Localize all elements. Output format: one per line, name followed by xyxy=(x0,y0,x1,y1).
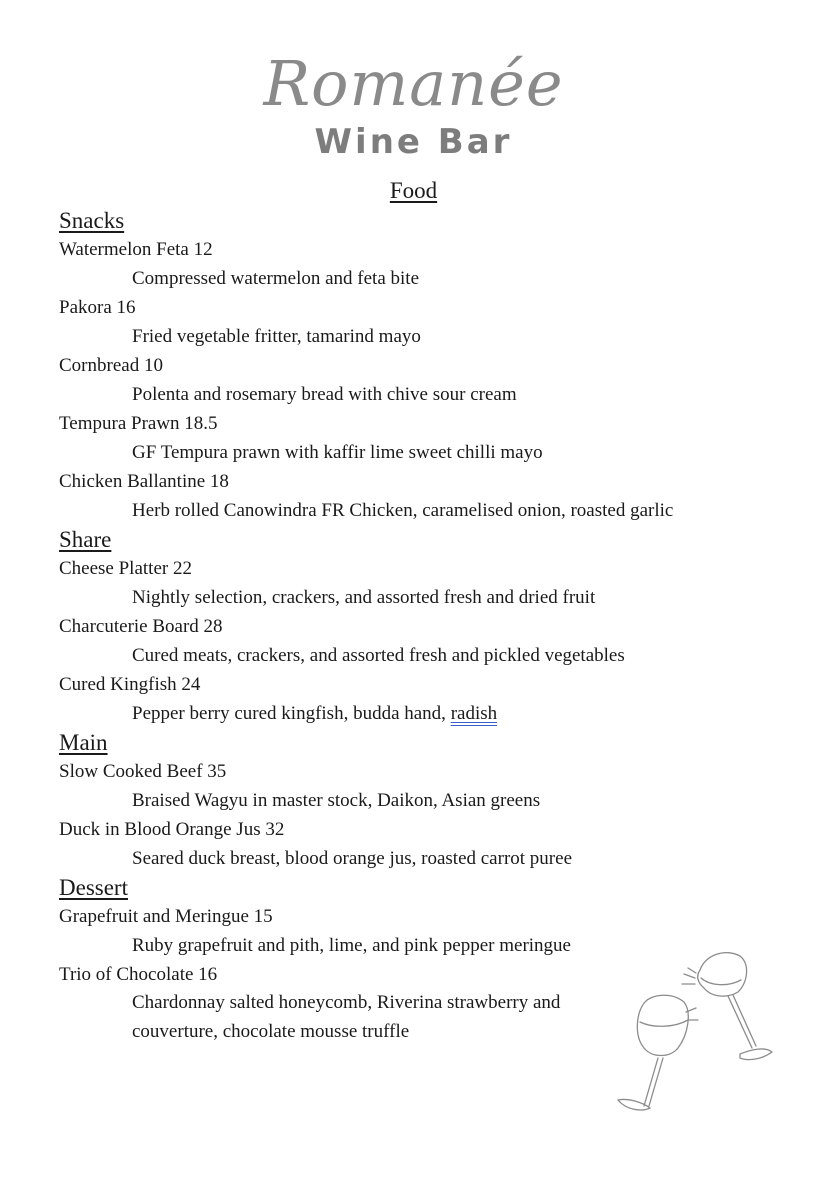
spellcheck-flagged-word[interactable]: radish xyxy=(450,703,498,724)
menu-item-description: Seared duck breast, blood orange jus, roasted carrot puree xyxy=(132,848,572,869)
clink-spark-lines xyxy=(682,968,698,1020)
menu-item-name: Chicken Ballantine 18 xyxy=(59,471,229,492)
menu-heading: Food xyxy=(389,178,438,203)
menu-item-name: Slow Cooked Beef 35 xyxy=(59,761,227,782)
menu-item-name: Cheese Platter 22 xyxy=(59,558,192,579)
menu-item-name: Charcuterie Board 28 xyxy=(59,616,223,637)
description-text: Pepper berry cured kingfish, budda hand, xyxy=(132,703,451,724)
section-snacks xyxy=(59,206,799,525)
menu-item-description: Ruby grapefruit and pith, lime, and pink pepper meringue xyxy=(132,935,571,956)
menu-item-name: Cornbread 10 xyxy=(59,355,163,376)
section-title: Share xyxy=(59,527,112,552)
menu-item-description: Herb rolled Canowindra FR Chicken, caramelised onion, roasted garlic xyxy=(132,500,674,521)
menu-item-name: Pakora 16 xyxy=(59,297,136,318)
section-main xyxy=(59,728,799,873)
menu-item-name: Tempura Prawn 18.5 xyxy=(59,413,218,434)
menu-item-description: Chardonnay salted honeycomb, Riverina strawberry and couverture, chocolate mousse truffle xyxy=(132,992,561,1042)
section-title: Snacks xyxy=(59,208,125,233)
section-title: Main xyxy=(59,730,108,755)
right-wine-glass xyxy=(698,953,772,1060)
menu-item-name: Grapefruit and Meringue 15 xyxy=(59,906,273,927)
section-share xyxy=(59,525,799,728)
logo-subtitle: Wine Bar xyxy=(314,122,513,162)
menu-item-description: Cured meats, crackers, and assorted fresh and pickled vegetables xyxy=(132,645,625,666)
section-title: Dessert xyxy=(59,875,128,900)
menu-item-name: Cured Kingfish 24 xyxy=(59,674,201,695)
menu-item-description: Fried vegetable fritter, tamarind mayo xyxy=(132,326,421,347)
wine-glasses-clink-icon xyxy=(600,940,790,1130)
left-wine-glass xyxy=(618,995,688,1110)
menu-item-description: Polenta and rosemary bread with chive sour cream xyxy=(132,384,517,405)
menu-item-name: Watermelon Feta 12 xyxy=(59,239,213,260)
menu-item-name: Trio of Chocolate 16 xyxy=(59,964,218,985)
logo xyxy=(0,44,827,162)
menu-item-description: GF Tempura prawn with kaffir lime sweet chilli mayo xyxy=(132,442,543,463)
menu-item-description: Braised Wagyu in master stock, Daikon, Asian greens xyxy=(132,790,541,811)
food-menu xyxy=(59,176,799,1046)
menu-item-description: Compressed watermelon and feta bite xyxy=(132,268,420,289)
menu-item-description: Nightly selection, crackers, and assorted fresh and dried fruit xyxy=(132,587,596,608)
logo-script-text: Romanée xyxy=(263,47,564,120)
menu-item-name: Duck in Blood Orange Jus 32 xyxy=(59,819,285,840)
menu-item-description xyxy=(59,699,799,728)
